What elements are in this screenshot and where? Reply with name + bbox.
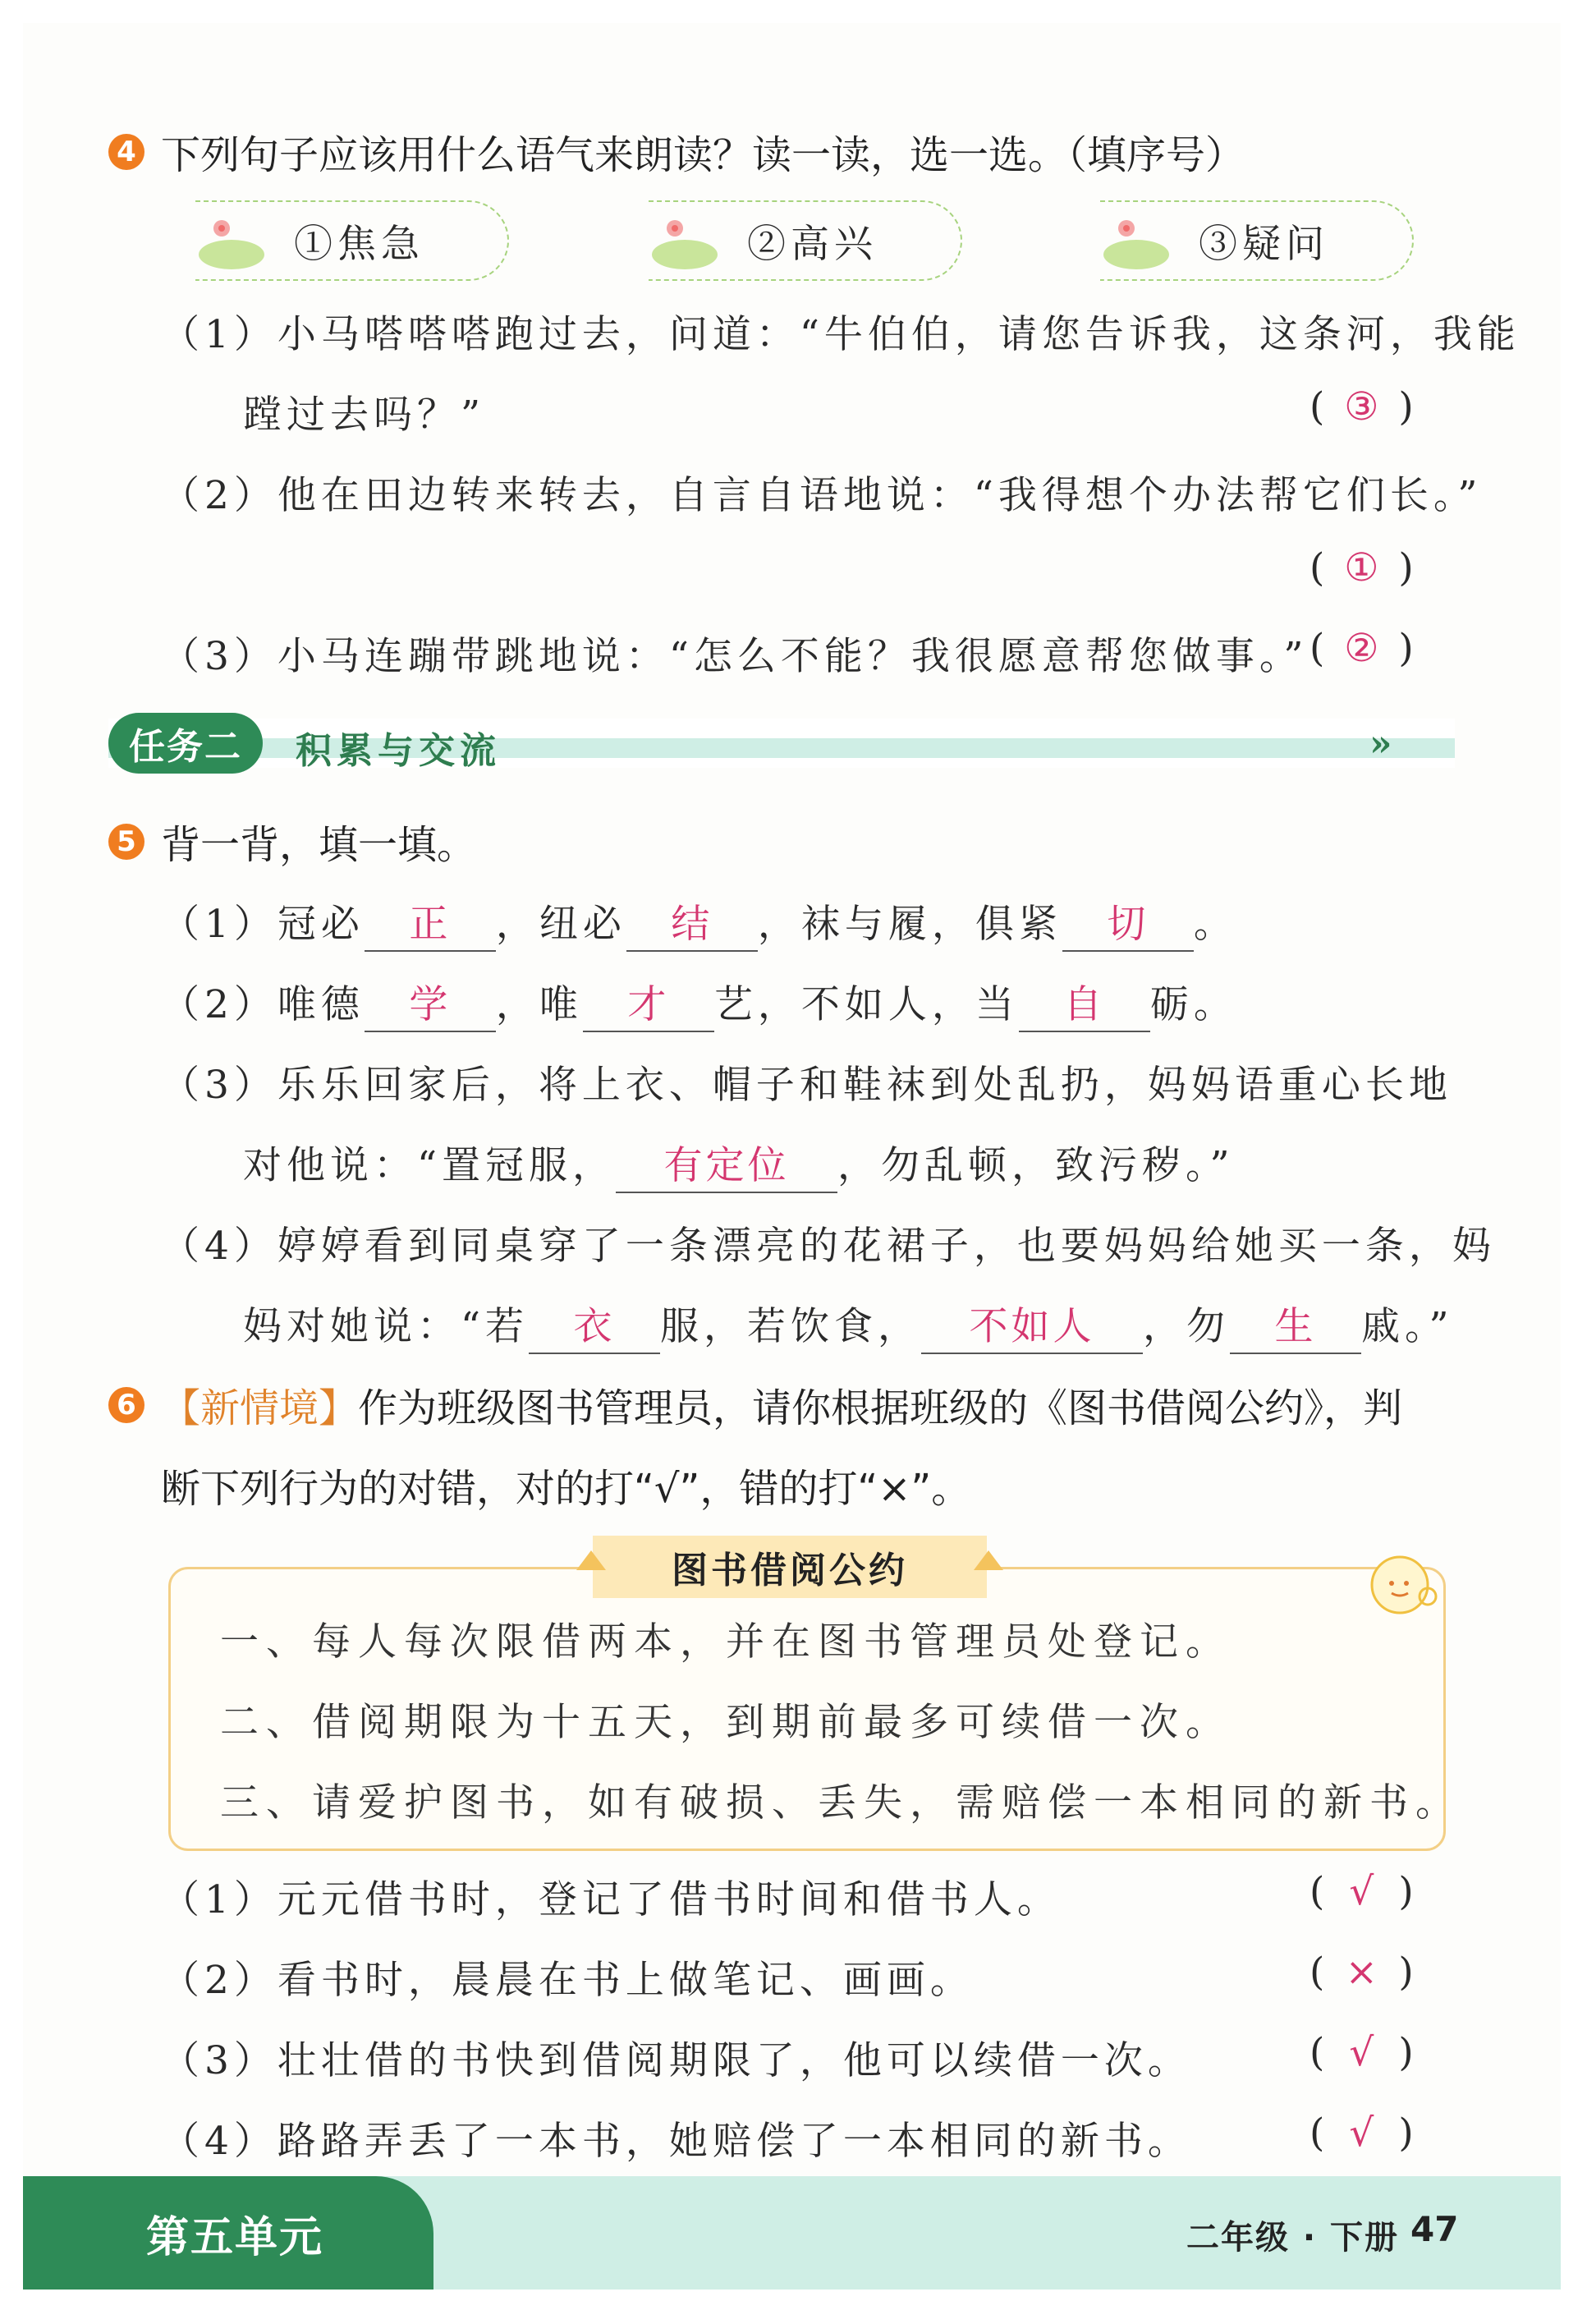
text-segment: ，纽必 xyxy=(495,902,626,947)
fill-blank: 结 xyxy=(626,893,758,952)
text-segment: 妈对她说：“若 xyxy=(243,1304,530,1349)
answer-paren: ( ③ ) xyxy=(1310,384,1414,429)
fill-blank: 有定位 xyxy=(616,1135,837,1193)
rules-title-text: 图书借阅公约 xyxy=(672,1550,908,1591)
fill-blank: 自 xyxy=(1019,974,1150,1032)
flower-leaf-icon xyxy=(1095,214,1177,271)
triangle-decoration xyxy=(576,1550,606,1570)
page-number: 47 xyxy=(1410,2209,1459,2249)
answer-paren: ( ② ) xyxy=(1310,626,1414,671)
q6-item-3: （3）壮壮借的书快到借阅期限了，他可以续借一次。 xyxy=(161,2038,1191,2083)
answer-paren: ( √ ) xyxy=(1310,2110,1414,2156)
q6-item-1: （1）元元借书时，登记了借书时间和借书人。 xyxy=(161,1877,1061,1922)
answer-value: ③ xyxy=(1344,384,1379,429)
question-prompt: 背一背，填一填。 xyxy=(161,822,477,868)
fill-blank: 生 xyxy=(1230,1296,1361,1354)
q4-item-3-line1: （3）小马连蹦带跳地说：“怎么不能？我很愿意帮您做事。” xyxy=(161,634,1309,679)
question-4-heading xyxy=(108,123,1245,180)
text-segment: （2）唯德 xyxy=(161,982,365,1027)
fill-blank: 学 xyxy=(365,974,496,1032)
question-prompt: 作为班级图书管理员，请你根据班级的《图书借阅公约》，判 xyxy=(358,1385,1403,1431)
triangle-decoration xyxy=(974,1550,1003,1570)
fill-blank: 不如人 xyxy=(921,1296,1143,1354)
text-segment: 戚。” xyxy=(1361,1304,1454,1349)
question-number-badge: 6 xyxy=(108,1387,144,1423)
q5-item-4-line2 xyxy=(243,1296,1454,1354)
text-segment: （1）冠必 xyxy=(161,902,365,947)
grade-label: 二年级 · 下册 xyxy=(1186,2219,1400,2257)
question-prompt: 下列句子应该用什么语气来朗读？读一读，选一选。（填序号） xyxy=(161,132,1245,178)
text-segment: 砺。 xyxy=(1149,982,1237,1027)
flower-leaf-icon xyxy=(644,214,726,271)
text-segment: 服，若饮食， xyxy=(660,1304,922,1349)
question-6-heading xyxy=(108,1376,1402,1433)
answer-mark: √ xyxy=(1349,2030,1374,2075)
answer-paren: ( √ ) xyxy=(1310,2030,1414,2075)
question-number-badge: 5 xyxy=(108,824,144,860)
text-segment: ，袜与履，俱紧 xyxy=(757,902,1062,947)
answer-mark: × xyxy=(1345,1950,1378,1995)
rule-3: 三、请爱护图书，如有破损、丢失，需赔偿一本相同的新书。 xyxy=(220,1780,1461,1826)
rules-box-title xyxy=(593,1536,987,1598)
option-2 xyxy=(649,200,962,281)
answer-paren: ( × ) xyxy=(1310,1950,1414,1995)
fill-blank: 切 xyxy=(1062,893,1194,952)
text-segment: ，勿 xyxy=(1143,1304,1231,1349)
q5-item-1 xyxy=(161,893,1237,952)
smiley-face-icon xyxy=(1359,1544,1449,1626)
unit-label: 第五单元 xyxy=(23,2176,433,2290)
rule-2: 二、借阅期限为十五天，到期前最多可续借一次。 xyxy=(220,1700,1232,1745)
task-badge: 任务二 xyxy=(108,713,263,774)
text-segment: ，唯 xyxy=(495,982,583,1027)
question-prompt: 断下列行为的对错，对的打“√”，错的打“×”。 xyxy=(161,1466,971,1512)
q6-item-4: （4）路路弄丢了一本书，她赔偿了一本相同的新书。 xyxy=(161,2119,1191,2164)
fill-blank: 才 xyxy=(583,974,714,1032)
question-5-heading xyxy=(108,813,476,870)
answer-value: ② xyxy=(1344,626,1379,671)
option-label: ②高兴 xyxy=(747,221,878,267)
answer-paren: ( ① ) xyxy=(1310,545,1414,590)
answer-mark: √ xyxy=(1349,2110,1374,2156)
text-segment: 对他说：“置冠服， xyxy=(243,1143,617,1188)
q4-item-2-line1: （2）他在田边转来转去，自言自语地说：“我得想个办法帮它们长。” xyxy=(161,473,1483,518)
q4-item-1-line2: 蹚过去吗？” xyxy=(243,393,486,438)
q5-item-4-line1: （4）婷婷看到同桌穿了一条漂亮的花裙子，也要妈妈给她买一条，妈 xyxy=(161,1224,1496,1269)
q5-item-3-line1: （3）乐乐回家后，将上衣、帽子和鞋袜到处乱扔，妈妈语重心长地 xyxy=(161,1063,1452,1108)
answer-paren: ( √ ) xyxy=(1310,1869,1414,1914)
fill-blank: 正 xyxy=(365,893,496,952)
new-context-tag: 【新情境】 xyxy=(161,1385,359,1431)
fill-blank: 衣 xyxy=(529,1296,660,1354)
rule-1: 一、每人每次限借两本，并在图书管理员处登记。 xyxy=(220,1619,1232,1665)
question-6-prompt-line2 xyxy=(161,1457,970,1513)
text-segment: ，勿乱顿，致污秽。” xyxy=(837,1143,1235,1188)
question-number-badge: 4 xyxy=(108,134,144,170)
flower-leaf-icon xyxy=(190,214,273,271)
q5-item-2 xyxy=(161,974,1237,1032)
answer-value: ① xyxy=(1344,545,1379,590)
q6-item-2: （2）看书时，晨晨在书上做笔记、画画。 xyxy=(161,1958,974,2003)
option-3 xyxy=(1100,200,1414,281)
text-segment: 。 xyxy=(1193,902,1237,947)
double-chevron-icon: » xyxy=(1369,723,1392,765)
text-segment: 艺，不如人，当 xyxy=(713,982,1019,1027)
q4-item-1-line1: （1）小马嗒嗒嗒跑过去，问道：“牛伯伯，请您告诉我，这条河，我能 xyxy=(161,312,1520,357)
section-title: 积累与交流 xyxy=(296,730,501,772)
q5-item-3-line2 xyxy=(243,1135,1235,1193)
option-1 xyxy=(195,200,509,281)
option-label: ①焦急 xyxy=(294,221,424,267)
option-label: ③疑问 xyxy=(1199,221,1329,267)
answer-mark: √ xyxy=(1349,1869,1374,1914)
